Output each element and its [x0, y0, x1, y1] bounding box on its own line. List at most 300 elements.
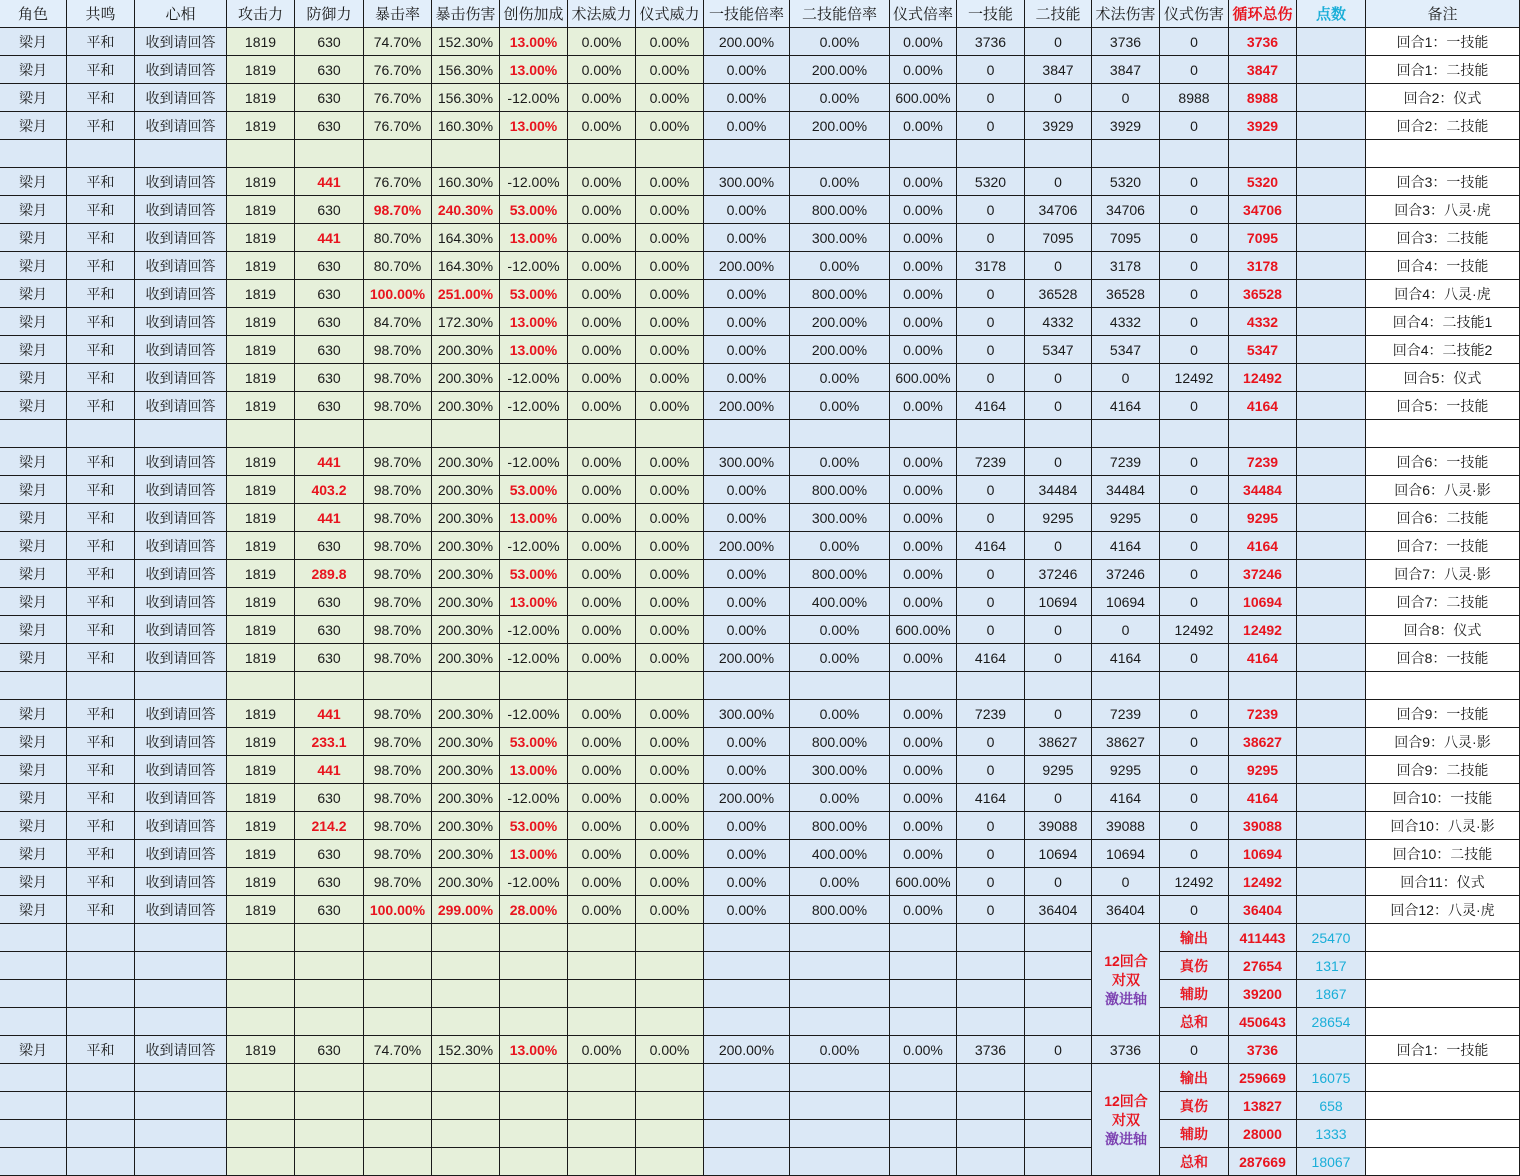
cell-mindset[interactable]: 收到请回答	[135, 196, 227, 224]
cell-defense[interactable]	[295, 1120, 364, 1148]
cell-attack[interactable]	[227, 1064, 295, 1092]
cell-role[interactable]	[0, 924, 67, 952]
cell-skill2-multiplier[interactable]: 800.00%	[790, 896, 890, 924]
cell-crit-damage[interactable]: 200.30%	[432, 784, 500, 812]
cell-spell-damage[interactable]: 10694	[1092, 588, 1160, 616]
cell-defense[interactable]: 630	[295, 840, 364, 868]
cell-ritual-damage[interactable]: 0	[1160, 168, 1229, 196]
cell-spell-damage[interactable]: 9295	[1092, 504, 1160, 532]
cell-role[interactable]: 梁月	[0, 616, 67, 644]
header-crit-damage[interactable]: 暴击伤害	[432, 0, 500, 28]
cell-skill2[interactable]	[1025, 1008, 1092, 1036]
cell-skill1[interactable]: 5320	[957, 168, 1025, 196]
cell-skill1[interactable]: 3736	[957, 1036, 1025, 1064]
cell-mindset[interactable]: 收到请回答	[135, 756, 227, 784]
spacer-cell-points[interactable]	[1297, 420, 1366, 448]
cell-mindset[interactable]: 收到请回答	[135, 588, 227, 616]
cell-crit-rate[interactable]: 100.00%	[364, 280, 432, 308]
cell-note[interactable]: 回合3：一技能	[1366, 168, 1520, 196]
cell-crit-damage[interactable]: 200.30%	[432, 392, 500, 420]
header-points[interactable]: 点数	[1297, 0, 1366, 28]
cell-defense[interactable]	[295, 1008, 364, 1036]
spacer-cell-defense[interactable]	[295, 140, 364, 168]
cell-spell-damage[interactable]: 3736	[1092, 28, 1160, 56]
cell-resonance[interactable]: 平和	[67, 280, 135, 308]
cell-cycle-total[interactable]: 3847	[1229, 56, 1297, 84]
cell-cycle-total[interactable]: 7239	[1229, 448, 1297, 476]
spacer-cell-points[interactable]	[1297, 140, 1366, 168]
cell-cycle-total[interactable]: 4164	[1229, 644, 1297, 672]
cell-note[interactable]: 回合4：一技能	[1366, 252, 1520, 280]
cell-skill2[interactable]: 34706	[1025, 196, 1092, 224]
cell-ritual-damage[interactable]: 0	[1160, 588, 1229, 616]
cell-skill1[interactable]: 0	[957, 476, 1025, 504]
cell-skill1[interactable]	[957, 1148, 1025, 1176]
cell-ritual-multiplier[interactable]: 0.00%	[890, 784, 957, 812]
cell-spell-power[interactable]: 0.00%	[568, 756, 636, 784]
cell-skill2-multiplier[interactable]: 300.00%	[790, 756, 890, 784]
cell-spell-power[interactable]: 0.00%	[568, 168, 636, 196]
cell-note[interactable]: 回合10：八灵·影	[1366, 812, 1520, 840]
cell-spell-power[interactable]: 0.00%	[568, 728, 636, 756]
cell-skill1-multiplier[interactable]: 300.00%	[704, 168, 790, 196]
cell-note[interactable]	[1366, 1092, 1520, 1120]
cell-note[interactable]	[1366, 980, 1520, 1008]
cell-resonance[interactable]	[67, 924, 135, 952]
cell-wound-bonus[interactable]: 28.00%	[500, 896, 568, 924]
cell-skill1-multiplier[interactable]	[704, 1148, 790, 1176]
spacer-cell-skill2-multiplier[interactable]	[790, 420, 890, 448]
cell-ritual-power[interactable]	[636, 1008, 704, 1036]
cell-mindset[interactable]: 收到请回答	[135, 28, 227, 56]
cell-skill1-multiplier[interactable]: 300.00%	[704, 700, 790, 728]
cell-crit-rate[interactable]: 98.70%	[364, 476, 432, 504]
cell-skill2-multiplier[interactable]: 0.00%	[790, 532, 890, 560]
cell-attack[interactable]: 1819	[227, 868, 295, 896]
spacer-cell-crit-rate[interactable]	[364, 420, 432, 448]
cell-attack[interactable]: 1819	[227, 224, 295, 252]
cell-skill1-multiplier[interactable]	[704, 1064, 790, 1092]
cell-defense[interactable]: 630	[295, 644, 364, 672]
cell-ritual-multiplier[interactable]: 0.00%	[890, 700, 957, 728]
cell-spell-damage[interactable]: 0	[1092, 868, 1160, 896]
cell-skill2-multiplier[interactable]: 200.00%	[790, 308, 890, 336]
cell-ritual-multiplier[interactable]: 0.00%	[890, 28, 957, 56]
cell-mindset[interactable]: 收到请回答	[135, 700, 227, 728]
cell-mindset[interactable]: 收到请回答	[135, 476, 227, 504]
spacer-cell-points[interactable]	[1297, 672, 1366, 700]
cell-spell-damage[interactable]: 4332	[1092, 308, 1160, 336]
cell-skill2-multiplier[interactable]: 300.00%	[790, 224, 890, 252]
cell-spell-power[interactable]: 0.00%	[568, 504, 636, 532]
cell-defense[interactable]: 630	[295, 112, 364, 140]
cell-skill1-multiplier[interactable]: 0.00%	[704, 196, 790, 224]
cell-defense[interactable]: 403.2	[295, 476, 364, 504]
cell-skill1-multiplier[interactable]: 0.00%	[704, 504, 790, 532]
cell-attack[interactable]: 1819	[227, 392, 295, 420]
cell-resonance[interactable]: 平和	[67, 392, 135, 420]
cell-skill1-multiplier[interactable]: 0.00%	[704, 896, 790, 924]
cell-role[interactable]	[0, 1008, 67, 1036]
cell-defense[interactable]: 441	[295, 168, 364, 196]
header-ritual-multiplier[interactable]: 仪式倍率	[890, 0, 957, 28]
cell-crit-damage[interactable]	[432, 952, 500, 980]
cell-note[interactable]: 回合9：八灵·影	[1366, 728, 1520, 756]
cell-note[interactable]	[1366, 1008, 1520, 1036]
cell-ritual-damage[interactable]: 0	[1160, 644, 1229, 672]
spacer-cell-spell-damage[interactable]	[1092, 420, 1160, 448]
cell-skill1[interactable]	[957, 1008, 1025, 1036]
spacer-cell-skill1[interactable]	[957, 672, 1025, 700]
cell-ritual-damage[interactable]: 0	[1160, 560, 1229, 588]
cell-crit-rate[interactable]: 98.70%	[364, 336, 432, 364]
cell-role[interactable]: 梁月	[0, 1036, 67, 1064]
cell-ritual-damage[interactable]: 0	[1160, 336, 1229, 364]
spacer-cell-note[interactable]	[1366, 140, 1520, 168]
cell-ritual-power[interactable]: 0.00%	[636, 812, 704, 840]
cell-mindset[interactable]	[135, 924, 227, 952]
cell-skill1-multiplier[interactable]: 200.00%	[704, 252, 790, 280]
cell-skill2-multiplier[interactable]: 800.00%	[790, 560, 890, 588]
cell-attack[interactable]: 1819	[227, 336, 295, 364]
cell-crit-damage[interactable]	[432, 924, 500, 952]
cell-skill1[interactable]: 0	[957, 364, 1025, 392]
cell-cycle-total[interactable]: 9295	[1229, 756, 1297, 784]
cell-crit-damage[interactable]: 200.30%	[432, 588, 500, 616]
cell-crit-damage[interactable]: 152.30%	[432, 28, 500, 56]
cell-spell-damage[interactable]	[1092, 1120, 1160, 1148]
cell-ritual-power[interactable]	[636, 1092, 704, 1120]
cell-skill1-multiplier[interactable]: 300.00%	[704, 448, 790, 476]
cell-crit-damage[interactable]: 164.30%	[432, 252, 500, 280]
cell-ritual-multiplier[interactable]: 0.00%	[890, 196, 957, 224]
cell-crit-rate[interactable]: 98.70%	[364, 644, 432, 672]
cell-ritual-multiplier[interactable]	[890, 1120, 957, 1148]
cell-spell-damage[interactable]: 9295	[1092, 756, 1160, 784]
cell-ritual-power[interactable]: 0.00%	[636, 280, 704, 308]
cell-spell-damage[interactable]	[1092, 1148, 1160, 1176]
cell-note[interactable]: 回合9：一技能	[1366, 700, 1520, 728]
cell-cycle-total[interactable]: 34706	[1229, 196, 1297, 224]
cell-points[interactable]	[1297, 700, 1366, 728]
cell-note[interactable]: 回合2：二技能	[1366, 112, 1520, 140]
cell-role[interactable]: 梁月	[0, 28, 67, 56]
cell-skill2[interactable]: 36404	[1025, 896, 1092, 924]
cell-ritual-multiplier[interactable]: 0.00%	[890, 476, 957, 504]
cell-defense[interactable]: 441	[295, 504, 364, 532]
cell-crit-rate[interactable]	[364, 1092, 432, 1120]
cell-skill1[interactable]: 7239	[957, 700, 1025, 728]
cell-attack[interactable]	[227, 980, 295, 1008]
cell-spell-power[interactable]: 0.00%	[568, 812, 636, 840]
cell-note[interactable]: 回合6：八灵·影	[1366, 476, 1520, 504]
cell-points[interactable]	[1297, 504, 1366, 532]
cell-skill1-multiplier[interactable]: 0.00%	[704, 336, 790, 364]
cell-ritual-multiplier[interactable]: 0.00%	[890, 896, 957, 924]
header-ritual-power[interactable]: 仪式威力	[636, 0, 704, 28]
cell-skill1-multiplier[interactable]: 200.00%	[704, 28, 790, 56]
cell-crit-damage[interactable]: 200.30%	[432, 476, 500, 504]
cell-skill1-multiplier[interactable]	[704, 980, 790, 1008]
cell-spell-power[interactable]: 0.00%	[568, 308, 636, 336]
cell-defense[interactable]: 289.8	[295, 560, 364, 588]
cell-crit-damage[interactable]: 200.30%	[432, 868, 500, 896]
cell-ritual-power[interactable]: 0.00%	[636, 448, 704, 476]
spacer-cell-wound-bonus[interactable]	[500, 420, 568, 448]
cell-role[interactable]	[0, 1148, 67, 1176]
cell-ritual-power[interactable]: 0.00%	[636, 784, 704, 812]
cell-crit-rate[interactable]: 100.00%	[364, 896, 432, 924]
cell-ritual-power[interactable]	[636, 1064, 704, 1092]
cell-resonance[interactable]	[67, 1120, 135, 1148]
cell-spell-power[interactable]: 0.00%	[568, 448, 636, 476]
cell-spell-damage[interactable]: 3847	[1092, 56, 1160, 84]
cell-crit-rate[interactable]: 98.70%	[364, 616, 432, 644]
cell-ritual-multiplier[interactable]: 0.00%	[890, 644, 957, 672]
cell-ritual-multiplier[interactable]: 0.00%	[890, 308, 957, 336]
cell-note[interactable]: 回合8：仪式	[1366, 616, 1520, 644]
cell-defense[interactable]	[295, 1064, 364, 1092]
cell-attack[interactable]: 1819	[227, 616, 295, 644]
cell-skill2-multiplier[interactable]: 300.00%	[790, 504, 890, 532]
cell-skill1[interactable]: 0	[957, 112, 1025, 140]
spacer-cell-wound-bonus[interactable]	[500, 672, 568, 700]
cell-mindset[interactable]: 收到请回答	[135, 392, 227, 420]
summary-label[interactable]: 真伤	[1160, 952, 1229, 980]
cell-mindset[interactable]: 收到请回答	[135, 252, 227, 280]
cell-skill1[interactable]: 0	[957, 812, 1025, 840]
cell-cycle-total[interactable]: 39088	[1229, 812, 1297, 840]
cell-attack[interactable]: 1819	[227, 812, 295, 840]
cell-wound-bonus[interactable]	[500, 924, 568, 952]
cell-resonance[interactable]: 平和	[67, 308, 135, 336]
cell-defense[interactable]: 441	[295, 448, 364, 476]
cell-mindset[interactable]: 收到请回答	[135, 308, 227, 336]
cell-defense[interactable]	[295, 1092, 364, 1120]
cell-skill2[interactable]: 9295	[1025, 756, 1092, 784]
cell-note[interactable]: 回合4：八灵·虎	[1366, 280, 1520, 308]
cell-defense[interactable]: 630	[295, 532, 364, 560]
cell-role[interactable]: 梁月	[0, 56, 67, 84]
spacer-cell-spell-damage[interactable]	[1092, 140, 1160, 168]
cell-skill2[interactable]: 7095	[1025, 224, 1092, 252]
cell-skill1-multiplier[interactable]	[704, 1120, 790, 1148]
cell-wound-bonus[interactable]	[500, 1064, 568, 1092]
cell-crit-damage[interactable]: 200.30%	[432, 644, 500, 672]
cell-spell-power[interactable]: 0.00%	[568, 112, 636, 140]
cell-skill2-multiplier[interactable]: 0.00%	[790, 448, 890, 476]
cell-role[interactable]: 梁月	[0, 392, 67, 420]
summary-points[interactable]: 25470	[1297, 924, 1366, 952]
cell-spell-damage[interactable]: 5347	[1092, 336, 1160, 364]
cell-ritual-damage[interactable]: 12492	[1160, 868, 1229, 896]
cell-ritual-power[interactable]	[636, 1120, 704, 1148]
spacer-cell-skill1-multiplier[interactable]	[704, 140, 790, 168]
cell-ritual-damage[interactable]: 0	[1160, 504, 1229, 532]
cell-skill1-multiplier[interactable]: 200.00%	[704, 644, 790, 672]
cell-wound-bonus[interactable]	[500, 980, 568, 1008]
cell-spell-damage[interactable]: 0	[1092, 616, 1160, 644]
spacer-cell-ritual-damage[interactable]	[1160, 140, 1229, 168]
spacer-cell-ritual-multiplier[interactable]	[890, 420, 957, 448]
cell-skill2-multiplier[interactable]: 0.00%	[790, 1036, 890, 1064]
cell-defense[interactable]: 441	[295, 700, 364, 728]
cell-spell-damage[interactable]: 7239	[1092, 448, 1160, 476]
cell-mindset[interactable]	[135, 1120, 227, 1148]
cell-attack[interactable]: 1819	[227, 784, 295, 812]
cell-spell-power[interactable]	[568, 1064, 636, 1092]
cell-crit-damage[interactable]	[432, 1008, 500, 1036]
cell-note[interactable]: 回合12：八灵·虎	[1366, 896, 1520, 924]
cell-attack[interactable]: 1819	[227, 448, 295, 476]
cell-mindset[interactable]: 收到请回答	[135, 1036, 227, 1064]
cell-skill1-multiplier[interactable]: 0.00%	[704, 756, 790, 784]
cell-ritual-damage[interactable]: 0	[1160, 28, 1229, 56]
cell-points[interactable]	[1297, 224, 1366, 252]
cell-wound-bonus[interactable]: -12.00%	[500, 700, 568, 728]
cell-crit-rate[interactable]: 80.70%	[364, 252, 432, 280]
cell-skill1[interactable]: 0	[957, 840, 1025, 868]
cell-defense[interactable]: 630	[295, 252, 364, 280]
cell-attack[interactable]	[227, 952, 295, 980]
cell-ritual-damage[interactable]: 0	[1160, 1036, 1229, 1064]
summary-points[interactable]: 1333	[1297, 1120, 1366, 1148]
summary-total[interactable]: 411443	[1229, 924, 1297, 952]
spacer-cell-skill2-multiplier[interactable]	[790, 672, 890, 700]
cell-resonance[interactable]: 平和	[67, 112, 135, 140]
cell-spell-power[interactable]	[568, 1120, 636, 1148]
cell-ritual-power[interactable]: 0.00%	[636, 56, 704, 84]
cell-spell-power[interactable]: 0.00%	[568, 280, 636, 308]
cell-crit-damage[interactable]: 240.30%	[432, 196, 500, 224]
cell-note[interactable]: 回合6：一技能	[1366, 448, 1520, 476]
cell-points[interactable]	[1297, 1036, 1366, 1064]
cell-skill1[interactable]	[957, 924, 1025, 952]
cell-spell-power[interactable]: 0.00%	[568, 532, 636, 560]
cell-cycle-total[interactable]: 3178	[1229, 252, 1297, 280]
cell-resonance[interactable]: 平和	[67, 224, 135, 252]
cell-skill2[interactable]: 0	[1025, 448, 1092, 476]
header-crit-rate[interactable]: 暴击率	[364, 0, 432, 28]
cell-spell-power[interactable]: 0.00%	[568, 784, 636, 812]
cell-points[interactable]	[1297, 336, 1366, 364]
cell-crit-rate[interactable]: 98.70%	[364, 364, 432, 392]
cell-skill2-multiplier[interactable]: 800.00%	[790, 196, 890, 224]
header-skill1-multiplier[interactable]: 一技能倍率	[704, 0, 790, 28]
cell-ritual-multiplier[interactable]	[890, 952, 957, 980]
cell-ritual-damage[interactable]: 0	[1160, 756, 1229, 784]
cell-role[interactable]: 梁月	[0, 588, 67, 616]
cell-skill1-multiplier[interactable]: 0.00%	[704, 364, 790, 392]
cell-wound-bonus[interactable]: 13.00%	[500, 840, 568, 868]
cell-wound-bonus[interactable]: -12.00%	[500, 784, 568, 812]
cell-ritual-power[interactable]	[636, 980, 704, 1008]
summary-total[interactable]: 287669	[1229, 1148, 1297, 1176]
cell-role[interactable]	[0, 980, 67, 1008]
cell-ritual-multiplier[interactable]	[890, 1092, 957, 1120]
cell-spell-damage[interactable]	[1092, 924, 1160, 952]
cell-mindset[interactable]: 收到请回答	[135, 532, 227, 560]
cell-skill1-multiplier[interactable]: 0.00%	[704, 812, 790, 840]
cell-skill1[interactable]: 4164	[957, 784, 1025, 812]
cell-spell-damage[interactable]: 36528	[1092, 280, 1160, 308]
cell-crit-damage[interactable]: 200.30%	[432, 336, 500, 364]
cell-skill1-multiplier[interactable]: 200.00%	[704, 392, 790, 420]
cell-wound-bonus[interactable]: 53.00%	[500, 812, 568, 840]
cell-ritual-power[interactable]: 0.00%	[636, 308, 704, 336]
spacer-cell-spell-damage[interactable]	[1092, 672, 1160, 700]
cell-crit-rate[interactable]: 98.70%	[364, 700, 432, 728]
summary-total[interactable]: 13827	[1229, 1092, 1297, 1120]
cell-ritual-damage[interactable]: 0	[1160, 392, 1229, 420]
cell-attack[interactable]: 1819	[227, 504, 295, 532]
spacer-cell-resonance[interactable]	[67, 672, 135, 700]
cell-crit-rate[interactable]	[364, 1148, 432, 1176]
cell-attack[interactable]: 1819	[227, 84, 295, 112]
cell-note[interactable]: 回合5：一技能	[1366, 392, 1520, 420]
cell-skill2[interactable]: 4332	[1025, 308, 1092, 336]
cell-ritual-damage[interactable]: 0	[1160, 812, 1229, 840]
cell-skill1[interactable]: 4164	[957, 392, 1025, 420]
cell-ritual-damage[interactable]: 0	[1160, 308, 1229, 336]
cell-note[interactable]	[1366, 1148, 1520, 1176]
cell-role[interactable]: 梁月	[0, 168, 67, 196]
cell-spell-power[interactable]	[568, 952, 636, 980]
cell-wound-bonus[interactable]: -12.00%	[500, 364, 568, 392]
cell-skill2-multiplier[interactable]: 200.00%	[790, 56, 890, 84]
cell-skill2-multiplier[interactable]	[790, 980, 890, 1008]
cell-ritual-power[interactable]: 0.00%	[636, 588, 704, 616]
cell-wound-bonus[interactable]: 13.00%	[500, 336, 568, 364]
cell-skill2-multiplier[interactable]	[790, 1008, 890, 1036]
spacer-cell-spell-power[interactable]	[568, 140, 636, 168]
cell-spell-damage[interactable]: 0	[1092, 84, 1160, 112]
cell-skill2-multiplier[interactable]: 400.00%	[790, 840, 890, 868]
cell-skill1[interactable]	[957, 1092, 1025, 1120]
cell-skill1-multiplier[interactable]: 0.00%	[704, 476, 790, 504]
cell-ritual-power[interactable]: 0.00%	[636, 700, 704, 728]
cell-mindset[interactable]: 收到请回答	[135, 560, 227, 588]
spacer-cell-ritual-multiplier[interactable]	[890, 672, 957, 700]
cell-crit-damage[interactable]: 200.30%	[432, 812, 500, 840]
cell-crit-damage[interactable]: 200.30%	[432, 840, 500, 868]
cell-wound-bonus[interactable]: -12.00%	[500, 868, 568, 896]
cell-attack[interactable]: 1819	[227, 588, 295, 616]
cell-attack[interactable]: 1819	[227, 560, 295, 588]
cell-mindset[interactable]	[135, 952, 227, 980]
header-skill2[interactable]: 二技能	[1025, 0, 1092, 28]
cell-note[interactable]: 回合1：一技能	[1366, 28, 1520, 56]
cell-cycle-total[interactable]: 4164	[1229, 392, 1297, 420]
cell-skill2[interactable]: 3847	[1025, 56, 1092, 84]
cell-skill2[interactable]	[1025, 1148, 1092, 1176]
cell-crit-rate[interactable]	[364, 980, 432, 1008]
cell-skill2-multiplier[interactable]	[790, 924, 890, 952]
spacer-cell-crit-damage[interactable]	[432, 140, 500, 168]
cell-wound-bonus[interactable]: 53.00%	[500, 476, 568, 504]
cell-mindset[interactable]: 收到请回答	[135, 504, 227, 532]
cell-attack[interactable]: 1819	[227, 896, 295, 924]
cell-cycle-total[interactable]: 12492	[1229, 616, 1297, 644]
spacer-cell-crit-damage[interactable]	[432, 420, 500, 448]
cell-points[interactable]	[1297, 84, 1366, 112]
cell-points[interactable]	[1297, 448, 1366, 476]
cell-defense[interactable]: 441	[295, 224, 364, 252]
cell-wound-bonus[interactable]: 13.00%	[500, 28, 568, 56]
cell-crit-damage[interactable]: 200.30%	[432, 756, 500, 784]
cell-ritual-multiplier[interactable]: 600.00%	[890, 84, 957, 112]
cell-wound-bonus[interactable]	[500, 1148, 568, 1176]
